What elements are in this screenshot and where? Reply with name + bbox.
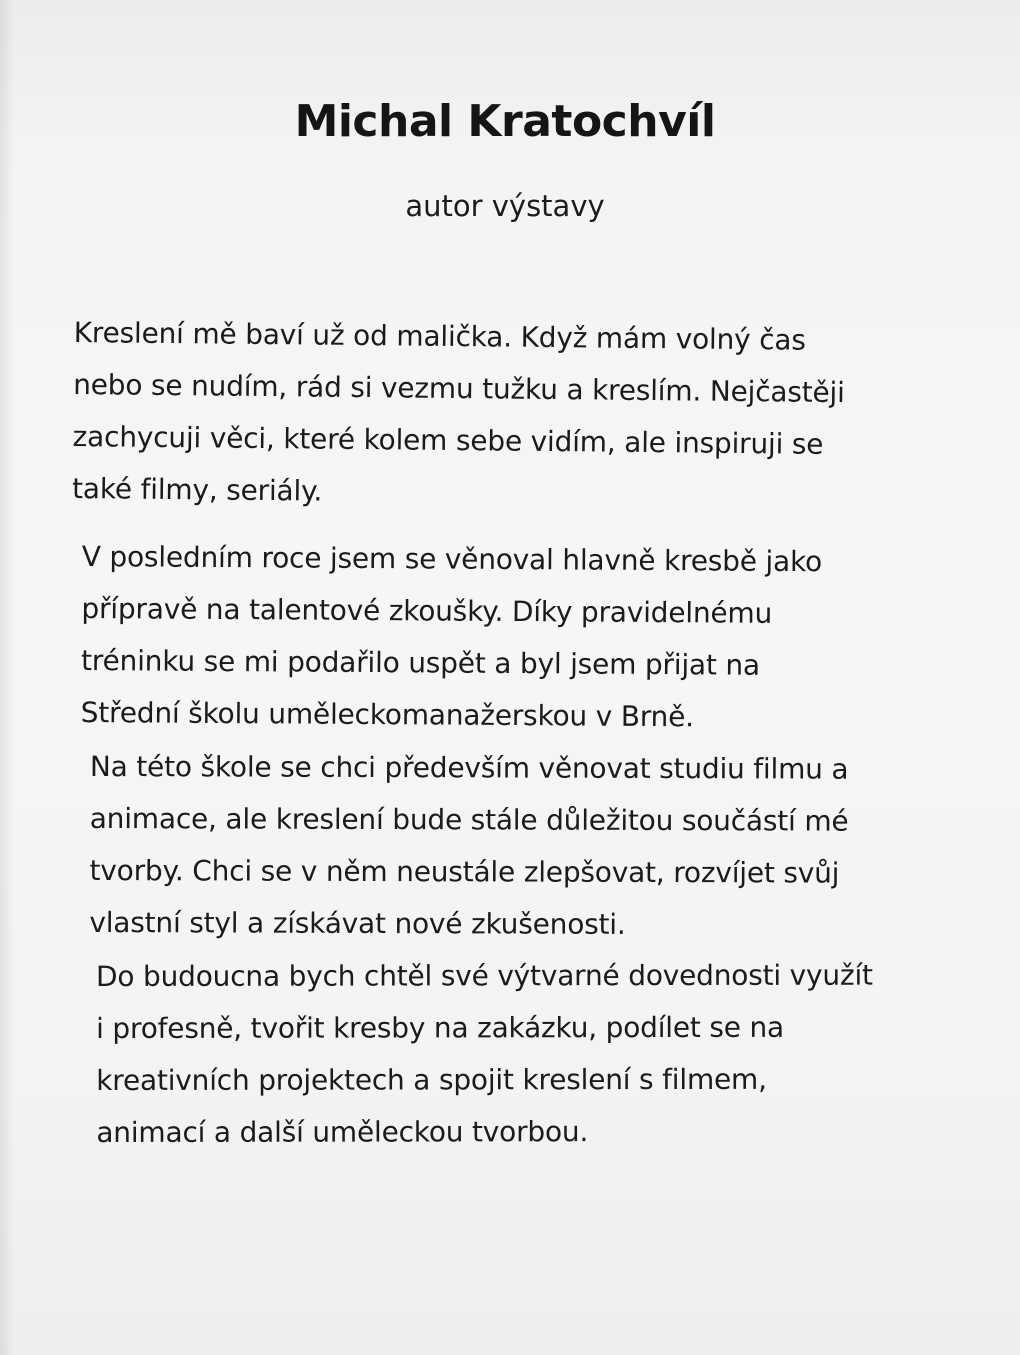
text-line: Střední školu uměleckomanažerskou v Brně. [80, 695, 695, 734]
text-line: tvorby. Chci se v něm neustále zlepšovat, rozvíjet svůj [89, 853, 840, 890]
text-line: tréninku se mi podařilo uspět a byl jsem přijat na [80, 643, 761, 682]
text-line: přípravě na talentové zkoušky. Díky pravidelnému [81, 591, 773, 630]
paragraph-1 [72, 307, 846, 523]
text-line: také filmy, seriály. [71, 471, 323, 508]
text-line: vlastní styl a získávat nové zkušenosti. [89, 905, 626, 941]
text-line: Kreslení mě baví už od malička. Když mám volný čas [73, 315, 806, 357]
author-role: autor výstavy [405, 189, 605, 223]
text-line: kreativních projektech a spojit kreslení s filmem, [96, 1062, 767, 1097]
text-line: animace, ale kreslení bude stále důležitou součástí mé [89, 801, 849, 838]
text-line: nebo se nudím, rád si vezmu tužku a kreslím. Nejčastěji [73, 367, 845, 410]
paragraph-4 [96, 950, 873, 1159]
text-line: Na této škole se chci především věnovat studiu filmu a [89, 749, 849, 786]
text-line: Do budoucna bych chtěl své výtvarné dovednosti využít [96, 958, 873, 993]
text-line: i profesně, tvořit kresby na zakázku, podílet se na [96, 1010, 785, 1045]
author-name: Michal Kratochvíl [294, 96, 716, 147]
paragraph-2 [81, 531, 823, 744]
text-line: animací a další uměleckou tvorbou. [96, 1115, 589, 1149]
text-line: zachycuji věci, které kolem sebe vidím, ale inspiruji se [72, 419, 824, 461]
paragraph-3 [89, 741, 848, 952]
text-line: V posledním roce jsem se věnoval hlavně kresbě jako [81, 539, 823, 579]
